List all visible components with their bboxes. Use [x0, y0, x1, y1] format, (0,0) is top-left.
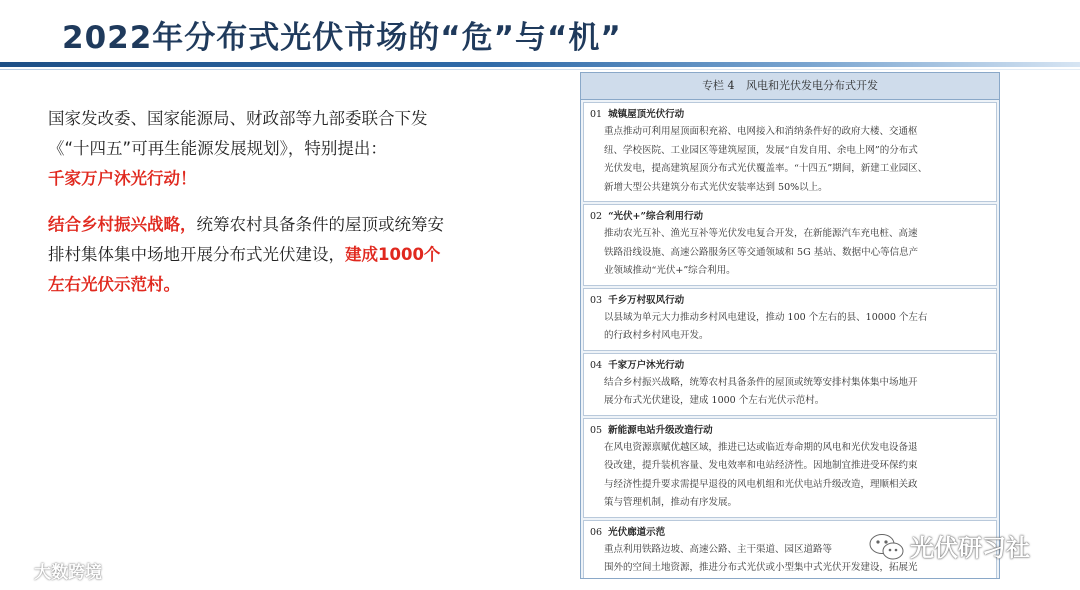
section-title: [590, 106, 990, 123]
section-body-line: 展分布式光伏建设，建成 1000 个左右光伏示范村。: [604, 395, 825, 406]
section-body-line: 铁路沿线设施、高速公路服务区等交通领域和 5G 基站、数据中心等信息产: [604, 246, 919, 258]
watermark-left-text: 大数跨境: [34, 563, 102, 583]
section-number: 04: [590, 359, 603, 371]
weibo-logo-icon: [8, 563, 30, 581]
watermark-left: [8, 558, 102, 583]
section-number: 05: [590, 424, 603, 436]
section-body-line: 在风电资源禀赋优越区域，推进已达或临近寿命期的风电和光伏发电设备退: [604, 441, 918, 453]
paragraph-2-line-2: [48, 240, 498, 270]
panel-section: [583, 288, 997, 351]
section-body-line: 业领域推动“光伏+”综合利用。: [604, 265, 736, 276]
section-body-line: 围外的空间土地资源，推进分布式光伏或小型集中式光伏开发建设，拓展光: [604, 562, 918, 573]
wechat-logo-icon: [868, 532, 906, 562]
section-title-text: 城镇屋顶光伏行动: [608, 109, 685, 120]
section-body-line: 重点推动可利用屋顶面积充裕、电网接入和消纳条件好的政府大楼、交通枢: [604, 126, 918, 137]
paragraph-2-text: 统筹农村具备条件的屋顶或统筹安: [196, 215, 444, 234]
title-underline-bar: [0, 62, 1080, 67]
panel-section: [583, 204, 997, 286]
paragraph-1-line-1: 国家发改委、国家能源局、财政部等九部委联合下发: [48, 109, 428, 128]
panel-sections: [581, 102, 999, 579]
title-underline-thin: [0, 69, 1080, 70]
paragraph-2-text-2: 排村集体集中场地开展分布式光伏建设，: [48, 245, 345, 264]
section-body-line: 推动农光互补、渔光互补等光伏发电复合开发，在新能源汽车充电桩、高速: [604, 228, 918, 239]
panel-header: [581, 73, 999, 100]
highlight-target-cont: 左右光伏示范村。: [48, 275, 180, 294]
section-body-line: 光伏发电，提高建筑屋顶分布式光伏覆盖率。“十四五”期间，新建工业园区、: [604, 163, 928, 174]
section-title-text: 千乡万村驭风行动: [608, 294, 685, 306]
section-number: 02: [590, 211, 603, 222]
paragraph-1-line-2: 《“十四五”可再生能源发展规划》，特别提出：: [48, 139, 387, 158]
section-title-text: 千家万户沐光行动: [608, 359, 685, 371]
section-body-line: 策与管理机制，推动有序发展。: [604, 497, 738, 508]
section-body-line: 纽、学校医院、工业园区等建筑屋顶，发展“自发自用、余电上网”的分布式: [604, 144, 918, 156]
section-title: [590, 292, 990, 309]
section-number: 06: [590, 526, 603, 538]
watermark-right: [868, 528, 1030, 563]
section-body-line: 以县域为单元大力推动乡村风电建设，推动 100 个左右的县、10000 个左右: [604, 311, 928, 323]
section-title-text: 光伏廊道示范: [608, 526, 666, 538]
section-body-line: 新增大型公共建筑分布式光伏安装率达到 50%以上。: [604, 181, 828, 193]
section-body-line: 与经济性提升要求需提早退役的风电机组和光伏电站升级改造，理顺相关政: [604, 478, 918, 490]
panel-header-label: 专栏 4: [702, 79, 735, 92]
section-number: 03: [590, 294, 603, 306]
section-title-text: 新能源电站升级改造行动: [608, 424, 713, 436]
watermark-right-text: 光伏研习社: [910, 534, 1030, 562]
panel-header-title: 风电和光伏发电分布式开发: [746, 79, 878, 92]
highlight-slogan: 千家万户沐光行动！: [48, 169, 197, 188]
paragraph-gap: [48, 194, 498, 210]
left-text-block: [48, 104, 498, 300]
panel-section: [583, 418, 997, 518]
highlight-strategy: 结合乡村振兴战略，: [48, 215, 197, 234]
panel-section: [583, 353, 997, 416]
highlight-target: 建成1000个: [345, 245, 441, 264]
section-body-line: 重点利用铁路边坡、高速公路、主干渠道、园区道路等: [604, 543, 833, 555]
section-number: 01: [590, 109, 603, 120]
section-body-line: 役改建，提升装机容量、发电效率和电站经济性。因地制宜推进受环保约束: [604, 460, 918, 471]
section-title-text: “光伏+”综合利用行动: [608, 211, 703, 222]
section-title: [590, 208, 990, 225]
panel-section: [583, 102, 997, 202]
section-title: [590, 357, 990, 374]
policy-column-image: [580, 72, 1000, 579]
section-body-line: 结合乡村振兴战略，统筹农村具备条件的屋顶或统筹安排村集体集中场地开: [604, 376, 918, 388]
section-title: [590, 422, 990, 439]
page-title: 2022年分布式光伏市场的“危”与“机”: [62, 20, 622, 56]
paragraph-2-line-1: [48, 210, 498, 240]
section-body-line: 的行政村乡村风电开发。: [604, 330, 709, 341]
